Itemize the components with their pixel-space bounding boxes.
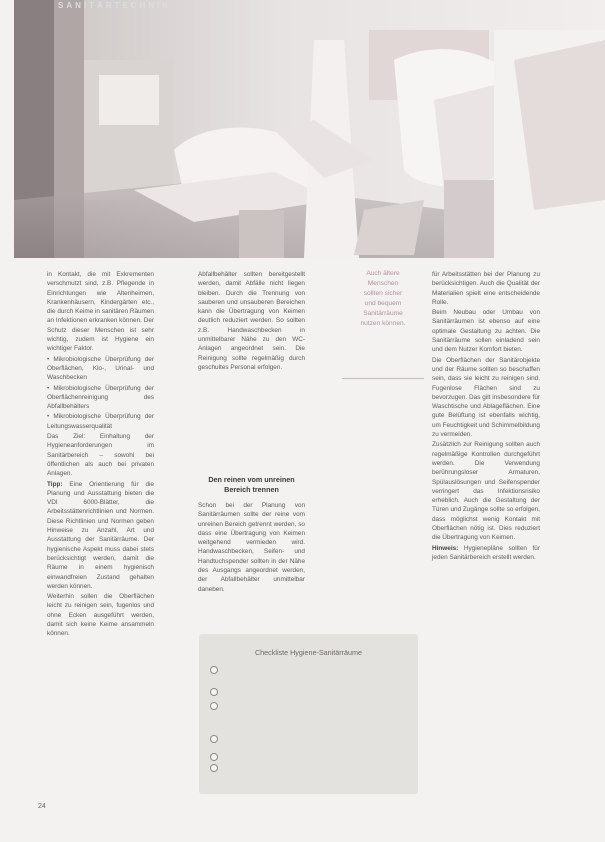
checklist-circle-icon — [210, 666, 218, 674]
pull-quote-line: Sanitärräume — [363, 310, 403, 317]
pull-quote-line: sollten sicher — [363, 290, 403, 297]
checklist-circle-icon — [210, 702, 218, 710]
hint-paragraph — [432, 544, 540, 563]
column-2 — [198, 270, 305, 373]
pull-quote-line: Auch ältere — [366, 270, 400, 277]
column-1-paragraph-2: Das Ziel: Einhaltung der Hygieneanforderungen im Sanitärbereich – sowohl bei öffentlichen als auch bei privaten Anlagen. — [47, 433, 154, 478]
tip-paragraph — [47, 480, 154, 592]
pull-quote-divider — [342, 378, 424, 379]
hint-text: Hygienepläne sollten für jeden Sanitärbereich erstellt werden. — [432, 544, 540, 561]
checklist-circle-icon — [210, 688, 218, 696]
header-photo — [14, 0, 605, 258]
column-4-paragraph-4: Zusätzlich zur Reinigung sollten auch regelmäßige Kontrollen durchgeführt werden. Die Verwendung berührungsloser Armaturen, Spülauslösungen und Seifenspender verringert das Infektionsrisiko erheblich. Auch die Gestaltung der Türen und Zugänge sollte so erfolgen, dass möglichst wenig Kontakt mit Oberflächen nötig ist. Dies reduziert die Übertragung von Keimen. — [432, 441, 541, 542]
pull-quote-line: Menschen — [367, 280, 399, 287]
bullet-item: • Mikrobiologische Überprüfung der Oberflächenreinigung des Abfallbehälters — [47, 384, 154, 411]
hint-label: Hinweis: — [432, 544, 459, 552]
tip-text: Eine Orientierung für die Planung und Ausstattung bieten die VDI 6000-Blätter, die Arbeitsstättenrichtlinien und Normen. Diese Richtlinien und Normen geben Hinweise zu Anzahl, Art und Ausstattung der Sanitärräume. Der hygienische Aspekt muss dabei stets berücksichtigt werden, damit die Räume in einem hygienisch einwandfreien Zustand gehalten werden können. — [47, 480, 154, 590]
column-4 — [432, 270, 540, 563]
column-4-paragraph-3: Die Oberflächen der Sanitärobjekte und der Räume sollten so beschaffen sein, dass sie leicht zu reinigen sind. Fugenlose Flächen sind zu bevorzugen. Das gilt insbesondere für Waschtische und Ablageflächen. Eine gute Belüftung ist ebenfalls wichtig, um Feuchtigkeit und Schimmelbildung zu vermeiden. — [432, 356, 540, 439]
column-4-paragraph-1: für Arbeitsstätten bei der Planung zu berücksichtigen. Auch die Qualität der Materialien spielt eine entscheidende Rolle. — [432, 271, 540, 306]
tip-label: Tipp: — [47, 480, 63, 488]
section-heading: Den reinen vom unreinen Bereich trennen — [208, 475, 295, 494]
page-number: 24 — [38, 803, 46, 810]
column-4-paragraph-2: Beim Neubau oder Umbau von Sanitärräumen ist ebenso auf eine optimale Gestaltung zu achten. Die Sanitärräume sollen einladend sein und dem Nutzer Komfort bieten. — [432, 309, 540, 354]
checklist-circle-icon — [210, 753, 218, 761]
checklist-circle-icon — [210, 764, 218, 772]
checklist-box — [199, 634, 418, 794]
column-1 — [47, 270, 154, 640]
pull-quote-line: und bequem — [364, 300, 402, 307]
checklist-circle-icon — [210, 735, 218, 743]
column-1-paragraph-3: Weiterhin sollen die Oberflächen leicht zu reinigen sein, fugenlos und ohne Ecken ausgeführt werden, damit sich keine Keime ansammeln können. — [47, 593, 154, 638]
checklist-title: Checkliste Hygiene-Sanitärräume — [254, 648, 363, 657]
pull-quote — [342, 269, 424, 329]
column-2-lower — [198, 501, 305, 595]
column-1-paragraph-1: in Kontakt, die mit Exkrementen verschmutzt sind, z.B. Pflegende in Einrichtungen wie Altenheimen, Krankenhäusern, Kindergärten etc., die durch Keime in sanitären Räumen an Infektionen erkranken können. Der Schutz dieser Menschen ist sehr wichtig, zudem ist Hygiene ein wichtiger Faktor. — [47, 271, 154, 353]
column-2-paragraph-1: Abfallbehälter sollten bereitgestellt werden, damit Abfälle nicht liegen bleiben. Durch die Trennung von sauberen und unsauberen Bereichen kann die Übertragung von Keimen deutlich reduziert werden. So sollten z.B. Handwaschbecken in unmittelbarer Nähe zu den WC-Anlagen angeordnet sein. Die Reinigung sollte regelmäßig durch geschultes Personal erfolgen. — [198, 271, 305, 371]
bathroom-photo-illustration — [14, 0, 605, 258]
bullet-item: • Mikrobiologische Überprüfung der Leitungswasserqualität — [47, 413, 154, 430]
bullet-item: • Mikrobiologische Überprüfung der Oberflächen, Klo-, Urinal- und Waschbecken — [47, 355, 154, 382]
pull-quote-line: nutzen können. — [360, 320, 406, 327]
column-2-lower-paragraph: Schon bei der Planung von Sanitärräumen sollte der reine vom unreinen Bereich getrennt werden, so dass eine Übertragung von Keimen weitgehend vermieden wird. Handwaschbecken, Seifen- und Handtuchspender sollten in der Nähe des Ausgangs angeordnet werden, der Abfallbehälter unmittelbar daneben. — [198, 502, 305, 593]
section-title: SANITÄRTECHNIK — [58, 1, 172, 10]
